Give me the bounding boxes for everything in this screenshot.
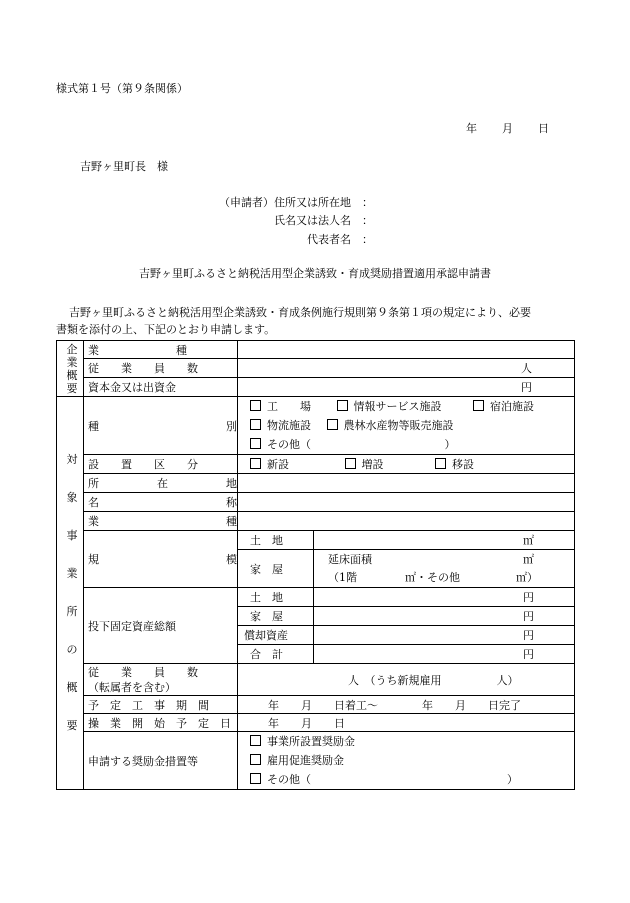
date-year: 年 xyxy=(466,122,477,135)
company-capital-field[interactable]: 円 xyxy=(238,378,575,397)
construction-period-label: 予 定 工 事 期 間 xyxy=(84,696,238,714)
agri-sales-checkbox[interactable]: 農林水産物等販売施設 xyxy=(327,419,454,432)
applicant-name-label: 氏名又は法人名 ： xyxy=(274,214,373,227)
scale-label: 規 模 xyxy=(84,531,238,588)
facility-employees-label: 従 業 員 数 （転属者を含む） xyxy=(84,664,238,696)
company-employees-label: 従 業 員 数 xyxy=(84,359,238,378)
facility-type-options xyxy=(238,397,575,455)
logistics-checkbox[interactable]: 物流施設 xyxy=(250,419,311,432)
operation-start-field[interactable]: 年 月 日 xyxy=(238,714,575,732)
facility-type-label: 種 別 xyxy=(84,397,238,455)
scale-land-label: 土 地 xyxy=(238,531,314,550)
application-form-table xyxy=(56,340,575,790)
assets-land-field[interactable]: 円 xyxy=(314,588,575,607)
scale-land-field[interactable]: ㎡ xyxy=(314,531,575,550)
company-industry-field[interactable] xyxy=(238,341,575,359)
applicant-address-label: （申請者）住所又は所在地 ： xyxy=(219,196,373,209)
type-other-checkbox[interactable]: その他（ xyxy=(250,438,311,451)
scale-house-label: 家 屋 xyxy=(238,550,314,588)
location-label: 所 在 地 xyxy=(84,474,238,493)
incentive-employment-checkbox[interactable]: 雇用促進奨励金 xyxy=(250,751,574,770)
incentive-facility-checkbox[interactable]: 事業所設置奨励金 xyxy=(250,732,574,751)
info-service-checkbox[interactable]: 情報サービス施設 xyxy=(337,400,442,413)
operation-start-label: 操 業 開 始 予 定 日 xyxy=(84,714,238,732)
construction-period-field[interactable]: 年 月 日着工～ 年 月 日完了 xyxy=(238,696,575,714)
assets-depreciable-label: 償却資産 xyxy=(238,626,314,645)
form-number: 様式第１号（第９条関係） xyxy=(56,82,188,95)
incentive-options xyxy=(238,732,575,790)
date-day: 日 xyxy=(538,122,549,135)
assets-total-field[interactable]: 円 xyxy=(314,645,575,664)
install-new-checkbox[interactable]: 新設 xyxy=(250,458,289,471)
addressee: 吉野ヶ里町長 様 xyxy=(80,160,168,173)
company-capital-label: 資本金又は出資金 xyxy=(84,378,238,397)
applicant-representative-label: 代表者名 ： xyxy=(307,233,373,246)
install-move-checkbox[interactable]: 移設 xyxy=(435,458,474,471)
scale-house-field[interactable]: 延床面積 ㎡ （1階 ㎡・その他 ㎡） xyxy=(314,550,575,588)
section-facility-overview: 対 象 事 業 所 の 概 要 xyxy=(57,397,84,790)
intro-text-line1: 吉野ヶ里町ふるさと納税活用型企業誘致・育成条例施行規則第９条第１項の規定により、必要 xyxy=(69,306,531,319)
install-category-options xyxy=(238,455,575,474)
date-month: 月 xyxy=(502,122,513,135)
assets-land-label: 土 地 xyxy=(238,588,314,607)
assets-total-label: 合 計 xyxy=(238,645,314,664)
fixed-assets-label: 投下固定資産総額 xyxy=(84,588,238,664)
section-company-overview: 企 業 概 要 xyxy=(57,341,84,397)
facility-industry-label: 業 種 xyxy=(84,512,238,531)
document-title: 吉野ヶ里町ふるさと納税活用型企業誘致・育成奨励措置適用承認申請書 xyxy=(139,267,491,280)
lodging-checkbox[interactable]: 宿泊施設 xyxy=(473,400,534,413)
incentive-other-checkbox[interactable]: その他（ ） xyxy=(250,770,574,789)
company-employees-field[interactable]: 人 xyxy=(238,359,575,378)
facility-industry-field[interactable] xyxy=(238,512,575,531)
assets-house-label: 家 屋 xyxy=(238,607,314,626)
assets-depreciable-field[interactable]: 円 xyxy=(314,626,575,645)
install-category-label: 設 置 区 分 xyxy=(84,455,238,474)
type-other-close: ） xyxy=(444,438,456,451)
facility-name-label: 名 称 xyxy=(84,493,238,512)
facility-name-field[interactable] xyxy=(238,493,575,512)
install-expand-checkbox[interactable]: 増設 xyxy=(345,458,384,471)
facility-employees-field[interactable]: 人 （うち新規雇用 人） xyxy=(238,664,575,696)
incentive-label: 申請する奨励金措置等 xyxy=(84,732,238,790)
assets-house-field[interactable]: 円 xyxy=(314,607,575,626)
intro-text-line2: 書類を添付の上、下記のとおり申請します。 xyxy=(56,323,276,336)
factory-checkbox[interactable]: 工 場 xyxy=(250,400,311,413)
company-industry-label: 業 種 xyxy=(84,341,238,359)
location-field[interactable] xyxy=(238,474,575,493)
